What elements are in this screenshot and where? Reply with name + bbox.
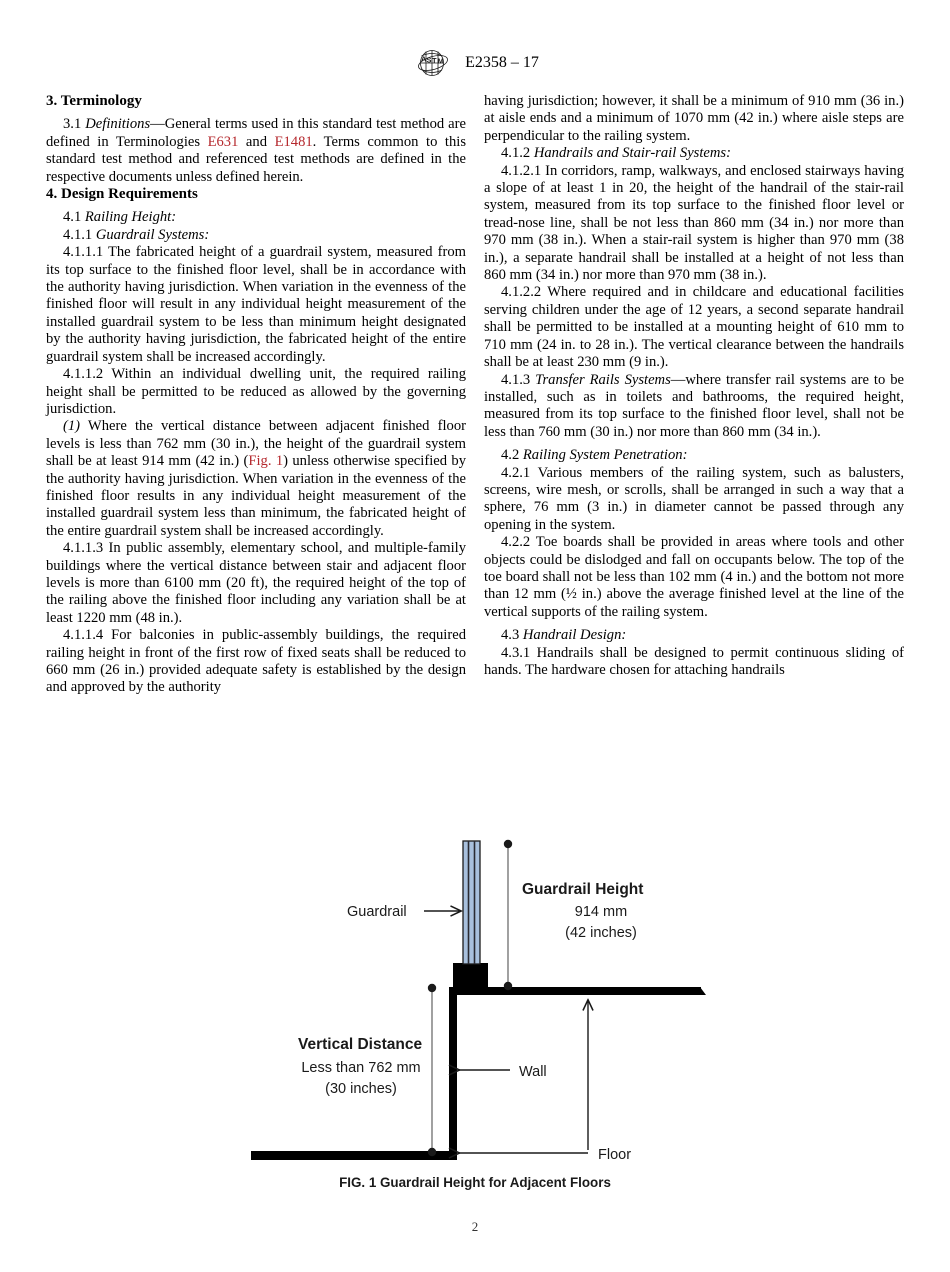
clause-text: —where transfer rail systems are to be installed, such as in toilets and bathrooms, the required height, measured from its top surface to the finished floor level, shall not be less than 760 mm (30 in.) nor more than 860 mm (34 in.). (484, 371, 904, 440)
clause-number: 3.1 (63, 116, 86, 133)
clause-text-a: Where the vertical distance between adjacent finished floor levels is less than 762 mm (30 in.), the height of the guardrail system shall be at least 914 mm (42 in.) ( (46, 418, 466, 470)
clause-number: 4.1 (63, 209, 85, 226)
guardrail-base-block (453, 963, 488, 987)
label-guardrail-height-title: Guardrail Height (522, 881, 644, 898)
clause-title: Guardrail Systems: (95, 226, 210, 243)
paragraph-4-1-1-2-1 (46, 418, 466, 540)
page-header (0, 48, 950, 78)
reference-link-e1481[interactable]: E1481 (274, 133, 313, 150)
clause-number: 4.3 (501, 627, 523, 644)
wall-callout (459, 1064, 547, 1080)
two-column-body (46, 93, 904, 697)
paragraph-4-1-2-1: 4.1.2.1 In corridors, ramp, walkways, and enclosed stairways having a slope of at least 1 in 20, the height of the handrail of the stair-rail system, measured from its top surface to the finished floor level or tread-nose line, shall be not less than 860 mm (34 in.) nor more than 970 mm (38 in.). When a stair-rail system is higher than 970 mm (38 in.), a separate handrail shall be installed at a height of not less than 860 mm (34 in.) nor more than 970 mm (38 in.). (484, 162, 904, 284)
paragraph-4-1-2 (484, 145, 904, 162)
svg-text:M: M (437, 56, 444, 66)
figure-1-guardrail-diagram (0, 838, 950, 1208)
right-column (484, 93, 904, 697)
clause-number: 4.1.2 (501, 145, 534, 162)
label-vertical-distance-inches: (30 inches) (325, 1081, 397, 1097)
clause-text-c: . Terms common to this standard test method and referenced test methods are defined in the respective documents unless defined herein. (46, 133, 467, 185)
paragraph-4-2-1: 4.2.1 Various members of the railing system, such as balusters, screens, wire mesh, or scrolls, shall be arranged in such a way that a sphere, 76 mm (3 in.) in diameter cannot be passed through any opening in the system. (484, 464, 904, 533)
svg-text:A: A (421, 54, 427, 64)
clause-text-a: —General terms used in this standard test method are defined in Terminologies (46, 116, 466, 150)
paragraph-4-1-3 (484, 372, 904, 442)
label-wall: Wall (519, 1064, 547, 1080)
paragraph-4-3-1: 4.3.1 Handrails shall be designed to permit continuous sliding of hands. The hardware chosen for attaching handrails (484, 644, 904, 678)
upper-floor-slab (449, 987, 706, 995)
guardrail-height-text (522, 881, 643, 941)
section-heading-terminology: 3. Terminology (46, 93, 142, 109)
clause-title: Handrails and Stair-rail Systems: (533, 145, 731, 162)
guardrail-height-dimension (504, 840, 512, 990)
paragraph-4-2 (484, 447, 904, 464)
clause-number: 4.1.1 (63, 226, 96, 243)
label-floor: Floor (598, 1147, 632, 1163)
wall-structure (449, 987, 457, 1159)
document-designation: E2358 – 17 (465, 54, 539, 71)
clause-text-b: and (238, 133, 275, 150)
label-guardrail-height-inches: (42 inches) (565, 925, 637, 941)
page-number: 2 (471, 1219, 479, 1234)
paragraph-4-2-2: 4.2.2 Toe boards shall be provided in areas where tools and other objects could be dislodged and fall on occupants below. The top of the toe board shall not be less than 102 mm (4 in.) and the bottom not more than 12 mm (½ in.) above the average finished level at the line of the vertical supports of the railing system. (484, 534, 904, 620)
svg-text:T: T (432, 56, 437, 65)
reference-link-e631[interactable]: E631 (207, 133, 239, 150)
clause-text-b: ) unless otherwise specified by the authority having jurisdiction. When variation in the evenness of the finished floor results in any individual height measurement of the installed guardrail system less than minimum, the fabricated height of the entire guardrail system shall be increased accordingly. (46, 453, 466, 539)
paragraph-3-1 (46, 116, 466, 186)
vertical-distance-dimension (428, 984, 436, 1156)
clause-term: Definitions (85, 116, 151, 133)
paragraph-4-1-1-4-continued: having jurisdiction; however, it shall be a minimum of 910 mm (36 in.) at aisle ends and a minimum of 1070 mm (42 in.) where aisle steps are perpendicular to the railing system. (484, 93, 904, 144)
floor-callout (459, 1000, 631, 1163)
astm-logo-icon (411, 48, 455, 78)
clause-title: Railing System Penetration: (522, 447, 688, 464)
clause-title: Railing Height: (84, 209, 177, 226)
lower-floor-slab (251, 1151, 457, 1160)
paragraph-4-1-1 (46, 227, 466, 244)
paragraph-4-1-1-2: 4.1.1.2 Within an individual dwelling unit, the required railing height shall be permitted to be reduced as allowed by the governing jurisdiction. (46, 366, 466, 417)
clause-number: 4.1.3 (501, 371, 536, 388)
clause-number: 4.2 (501, 447, 523, 464)
clause-title: Handrail Design: (522, 627, 627, 644)
subclause-number: (1) (63, 418, 81, 435)
paragraph-4-1-2-2: 4.1.2.2 Where required and in childcare and educational facilities serving children under the age of 12 years, a second separate handrail shall be permitted to be installed at a mounting height of 610 mm to 710 mm (24 in. to 28 in.). The vertical clearance between the handrails shall be at least 230 mm (9 in.). (484, 284, 904, 371)
paragraph-4-1-1-1: 4.1.1.1 The fabricated height of a guardrail system, measured from its top surface to the finished floor level, shall be in accordance with the authority having jurisdiction. When variation in the evenness of the finished floor will result in any individual height measurement of the installed guardrail system to be less than minimum height designated by the authority having jurisdiction, the fabricated height of the entire guardrail system shall be increased accordingly. (46, 244, 466, 365)
paragraph-4-1 (46, 209, 466, 226)
label-vertical-distance-mm: Less than 762 mm (301, 1060, 421, 1076)
section-heading-design-requirements: 4. Design Requirements (46, 186, 198, 203)
paragraph-4-3 (484, 627, 904, 644)
paragraph-4-1-1-4: 4.1.1.4 For balconies in public-assembly buildings, the required railing height in front of the first row of fixed seats shall be reduced to 660 mm (26 in.) provided adequate safety is established by the design and approved by the authority (46, 627, 466, 696)
label-vertical-distance-title: Vertical Distance (298, 1036, 423, 1053)
figure-caption: FIG. 1 Guardrail Height for Adjacent Floors (339, 1175, 611, 1190)
label-guardrail: Guardrail (347, 904, 407, 920)
clause-title: Transfer Rails Systems (535, 371, 671, 388)
left-column (46, 93, 466, 697)
reference-link-fig1[interactable]: Fig. 1 (248, 453, 284, 470)
guardrail-callout (347, 904, 461, 920)
vertical-distance-text (298, 1036, 422, 1097)
paragraph-4-1-1-3: 4.1.1.3 In public assembly, elementary school, and multiple-family buildings where the vertical distance between stair and adjacent floor levels is more than 6100 mm (20 ft), the required height of the top of the railing above the finished floor including any variation shall be at least 1220 mm (48 in.). (46, 540, 466, 626)
guardrail-post (463, 841, 480, 964)
label-guardrail-height-mm: 914 mm (574, 904, 628, 920)
svg-text:S: S (426, 55, 432, 65)
